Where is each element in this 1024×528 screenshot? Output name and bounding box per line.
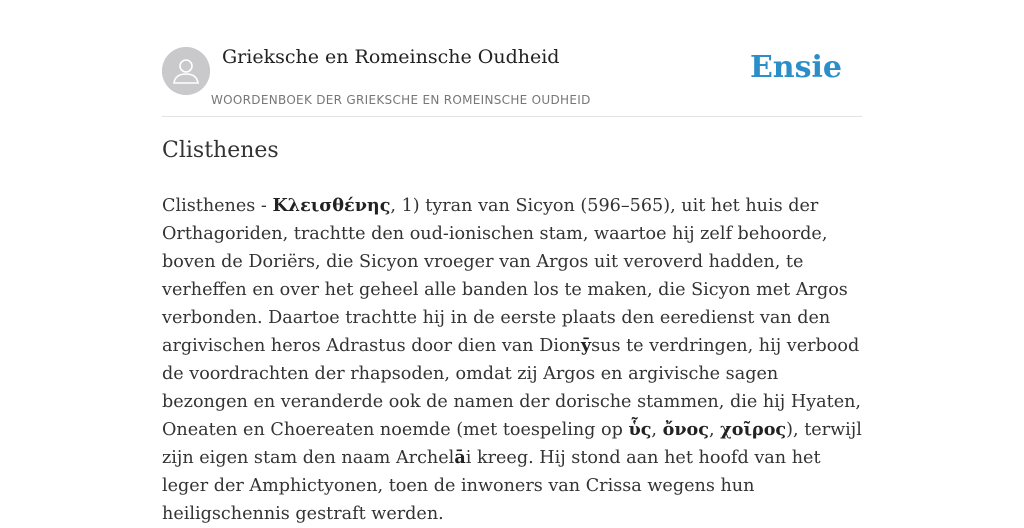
body-text: , 1) tyran van Sicyon (596–565), uit het huis der Orthagoriden, trachtte den oud-ionischen stam, waartoe hij zelf behoorde, boven de Doriërs, die Sicyon vroeger van Argos uit veroverd hadden, te verheffen en over het geheel alle banden los te maken, die Sicyon met Argos verbonden. Daartoe trachtte hij in de eerste plaats den eeredienst van den argivischen heros Adrastus door dien van Dion (162, 196, 848, 356)
body-text: i kreeg. Hij stond aan het hoofd van het leger der Amphictyonen, toen de inwoners van Crissa wegens hun heiligschennis gestraft werden. (162, 448, 821, 524)
site-header (162, 40, 862, 117)
body-text: , (708, 420, 721, 440)
brand-logo[interactable]: Ensie (749, 50, 842, 85)
entry-body (162, 192, 862, 528)
user-silhouette-icon[interactable] (162, 47, 210, 95)
greek-term: χοῖρος (720, 419, 787, 440)
greek-letter: ā (454, 447, 466, 468)
entry-title: Clisthenes (162, 138, 279, 163)
greek-term: ὄνος (662, 419, 709, 440)
site-title[interactable]: Grieksche en Romeinsche Oudheid (222, 46, 560, 68)
body-text: , (651, 420, 663, 440)
body-text: sus te verdringen, hij verbood de voordrachten der rhapsoden, omdat zij Argos en argivische sagen bezongen en veranderde ook de namen der dorische stammen, die hij Hyaten, Oneaten en Choereaten noemde (met toespeling op (162, 336, 862, 440)
body-text: ), terwijl zijn eigen stam den naam Archel (162, 420, 862, 468)
site-subtitle: WOORDENBOEK DER GRIEKSCHE EN ROMEINSCHE OUDHEID (211, 93, 591, 107)
greek-term: Κλεισθένης (272, 195, 391, 216)
greek-term: ὗς (628, 419, 652, 440)
body-text: Clisthenes - (162, 196, 273, 216)
greek-letter: ȳ (580, 335, 592, 356)
